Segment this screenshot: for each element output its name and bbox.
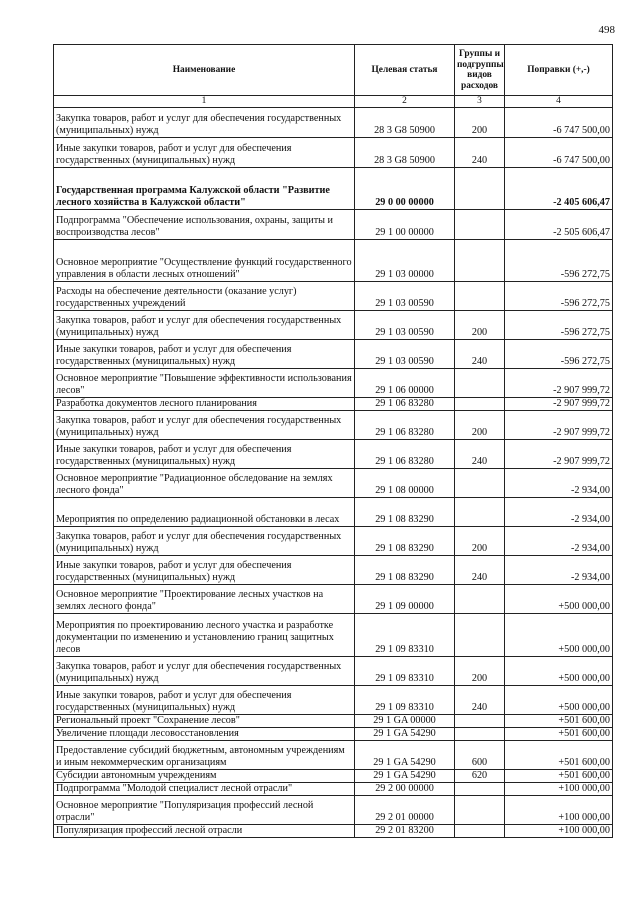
table-row [54,795,613,824]
row-group [455,824,505,837]
row-group [455,468,505,497]
row-amount: -596 272,75 [505,339,613,368]
column-number-row [54,96,613,108]
row-target-code: 29 1 GA 54290 [355,769,455,782]
row-amount: +500 000,00 [505,613,613,656]
row-name: Основное мероприятие "Повышение эффективности использования лесов" [54,368,355,397]
row-target-code: 29 0 00 00000 [355,167,455,209]
table-row [54,656,613,685]
row-name: Популяризация профессий лесной отрасли [54,824,355,837]
row-name: Предоставление субсидий бюджетным, автономным учреждениям и иным некоммерческим организациям [54,740,355,769]
table-row [54,769,613,782]
row-amount: +500 000,00 [505,584,613,613]
table-row [54,397,613,410]
row-group [455,613,505,656]
table-row [54,497,613,526]
row-group [455,497,505,526]
row-group [455,795,505,824]
table-row [54,439,613,468]
row-amount: +500 000,00 [505,656,613,685]
row-target-code: 29 2 00 00000 [355,782,455,795]
row-target-code: 29 2 01 83200 [355,824,455,837]
column-number: 4 [505,96,613,108]
table-row [54,281,613,310]
row-target-code: 29 1 GA 00000 [355,714,455,727]
row-target-code: 29 1 06 00000 [355,368,455,397]
row-amount: +500 000,00 [505,685,613,714]
header-amendments: Поправки (+,-) [505,45,613,96]
row-name: Основное мероприятие "Радиационное обследование на землях лесного фонда" [54,468,355,497]
row-group [455,209,505,239]
row-amount: -2 907 999,72 [505,397,613,410]
table-row [54,339,613,368]
row-group: 600 [455,740,505,769]
budget-amendments-table [53,44,613,838]
row-amount: -2 934,00 [505,555,613,584]
table-row [54,685,613,714]
row-name: Региональный проект "Сохранение лесов" [54,714,355,727]
row-amount: -2 934,00 [505,468,613,497]
table-row [54,727,613,740]
row-group: 200 [455,107,505,137]
header-target: Целевая статья [355,45,455,96]
row-group [455,584,505,613]
table-row [54,526,613,555]
row-target-code: 29 2 01 00000 [355,795,455,824]
column-number: 3 [455,96,505,108]
row-name: Закупка товаров, работ и услуг для обеспечения государственных (муниципальных) нужд [54,310,355,339]
row-target-code: 29 1 09 00000 [355,584,455,613]
header-groups: Группы и подгруппы видов расходов [455,45,505,96]
row-amount: -2 405 606,47 [505,167,613,209]
row-target-code: 29 1 GA 54290 [355,740,455,769]
row-group [455,239,505,281]
row-amount: -2 934,00 [505,497,613,526]
row-amount: +501 600,00 [505,740,613,769]
page-number: 498 [598,24,615,36]
table-row [54,239,613,281]
row-name: Закупка товаров, работ и услуг для обеспечения государственных (муниципальных) нужд [54,410,355,439]
row-amount: -2 907 999,72 [505,368,613,397]
row-amount: -2 934,00 [505,526,613,555]
row-target-code: 28 3 G8 50900 [355,107,455,137]
row-target-code: 29 1 03 00590 [355,281,455,310]
row-group: 240 [455,555,505,584]
row-target-code: 29 1 03 00000 [355,239,455,281]
row-target-code: 29 1 06 83280 [355,397,455,410]
row-amount: +100 000,00 [505,782,613,795]
row-target-code: 29 1 08 00000 [355,468,455,497]
table-row [54,107,613,137]
row-group: 240 [455,439,505,468]
header-name: Наименование [54,45,355,96]
row-group: 200 [455,410,505,439]
row-group: 200 [455,656,505,685]
row-group: 240 [455,339,505,368]
row-target-code: 29 1 09 83310 [355,656,455,685]
row-amount: -6 747 500,00 [505,137,613,167]
table-row [54,613,613,656]
column-number: 1 [54,96,355,108]
row-amount: -6 747 500,00 [505,107,613,137]
table-row [54,740,613,769]
row-amount: -2 907 999,72 [505,439,613,468]
row-group: 200 [455,526,505,555]
table-body [54,107,613,837]
row-group: 620 [455,769,505,782]
row-target-code: 29 1 03 00590 [355,339,455,368]
table-row [54,782,613,795]
row-group [455,782,505,795]
row-name: Закупка товаров, работ и услуг для обеспечения государственных (муниципальных) нужд [54,526,355,555]
row-target-code: 29 1 06 83280 [355,439,455,468]
header-row [54,45,613,96]
table-row [54,555,613,584]
table-row [54,310,613,339]
row-target-code: 29 1 03 00590 [355,310,455,339]
table-row [54,137,613,167]
row-group [455,368,505,397]
row-amount: +501 600,00 [505,769,613,782]
table-row [54,167,613,209]
table-row [54,714,613,727]
column-number: 2 [355,96,455,108]
row-amount: +100 000,00 [505,795,613,824]
row-amount: +501 600,00 [505,727,613,740]
row-name: Иные закупки товаров, работ и услуг для обеспечения государственных (муниципальных) нужд [54,137,355,167]
row-group [455,281,505,310]
row-amount: +100 000,00 [505,824,613,837]
row-name: Разработка документов лесного планирования [54,397,355,410]
row-group [455,727,505,740]
row-name: Иные закупки товаров, работ и услуг для обеспечения государственных (муниципальных) нужд [54,339,355,368]
row-target-code: 29 1 08 83290 [355,526,455,555]
row-target-code: 29 1 00 00000 [355,209,455,239]
row-name: Увеличение площади лесовосстановления [54,727,355,740]
row-group [455,167,505,209]
row-group: 240 [455,685,505,714]
row-target-code: 29 1 06 83280 [355,410,455,439]
row-amount: -596 272,75 [505,281,613,310]
row-amount: +501 600,00 [505,714,613,727]
row-name: Основное мероприятие "Популяризация профессий лесной отрасли" [54,795,355,824]
row-name: Иные закупки товаров, работ и услуг для обеспечения государственных (муниципальных) нужд [54,439,355,468]
row-target-code: 29 1 GA 54290 [355,727,455,740]
row-name: Основное мероприятие "Осуществление функций государственного управления в области лесных отношений" [54,239,355,281]
table-row [54,410,613,439]
row-amount: -2 505 606,47 [505,209,613,239]
table-row [54,584,613,613]
row-group: 240 [455,137,505,167]
row-group [455,714,505,727]
row-group [455,397,505,410]
row-name: Подпрограмма "Молодой специалист лесной отрасли" [54,782,355,795]
row-target-code: 28 3 G8 50900 [355,137,455,167]
row-amount: -2 907 999,72 [505,410,613,439]
row-target-code: 29 1 08 83290 [355,497,455,526]
row-name: Мероприятия по определению радиационной обстановки в лесах [54,497,355,526]
table-row [54,368,613,397]
row-name: Закупка товаров, работ и услуг для обеспечения государственных (муниципальных) нужд [54,107,355,137]
row-group: 200 [455,310,505,339]
row-name: Государственная программа Калужской области "Развитие лесного хозяйства в Калужской области" [54,167,355,209]
row-name: Основное мероприятие "Проектирование лесных участков на землях лесного фонда" [54,584,355,613]
row-target-code: 29 1 08 83290 [355,555,455,584]
row-name: Субсидии автономным учреждениям [54,769,355,782]
row-name: Расходы на обеспечение деятельности (оказание услуг) государственных учреждений [54,281,355,310]
table-row [54,468,613,497]
row-amount: -596 272,75 [505,310,613,339]
table-row [54,209,613,239]
row-name: Иные закупки товаров, работ и услуг для обеспечения государственных (муниципальных) нужд [54,685,355,714]
row-target-code: 29 1 09 83310 [355,685,455,714]
row-amount: -596 272,75 [505,239,613,281]
row-target-code: 29 1 09 83310 [355,613,455,656]
row-name: Иные закупки товаров, работ и услуг для обеспечения государственных (муниципальных) нужд [54,555,355,584]
table-row [54,824,613,837]
row-name: Закупка товаров, работ и услуг для обеспечения государственных (муниципальных) нужд [54,656,355,685]
row-name: Мероприятия по проектированию лесного участка и разработке документации по изменению и установлению границ защитных лесов [54,613,355,656]
row-name: Подпрограмма "Обеспечение использования, охраны, защиты и воспроизводства лесов" [54,209,355,239]
